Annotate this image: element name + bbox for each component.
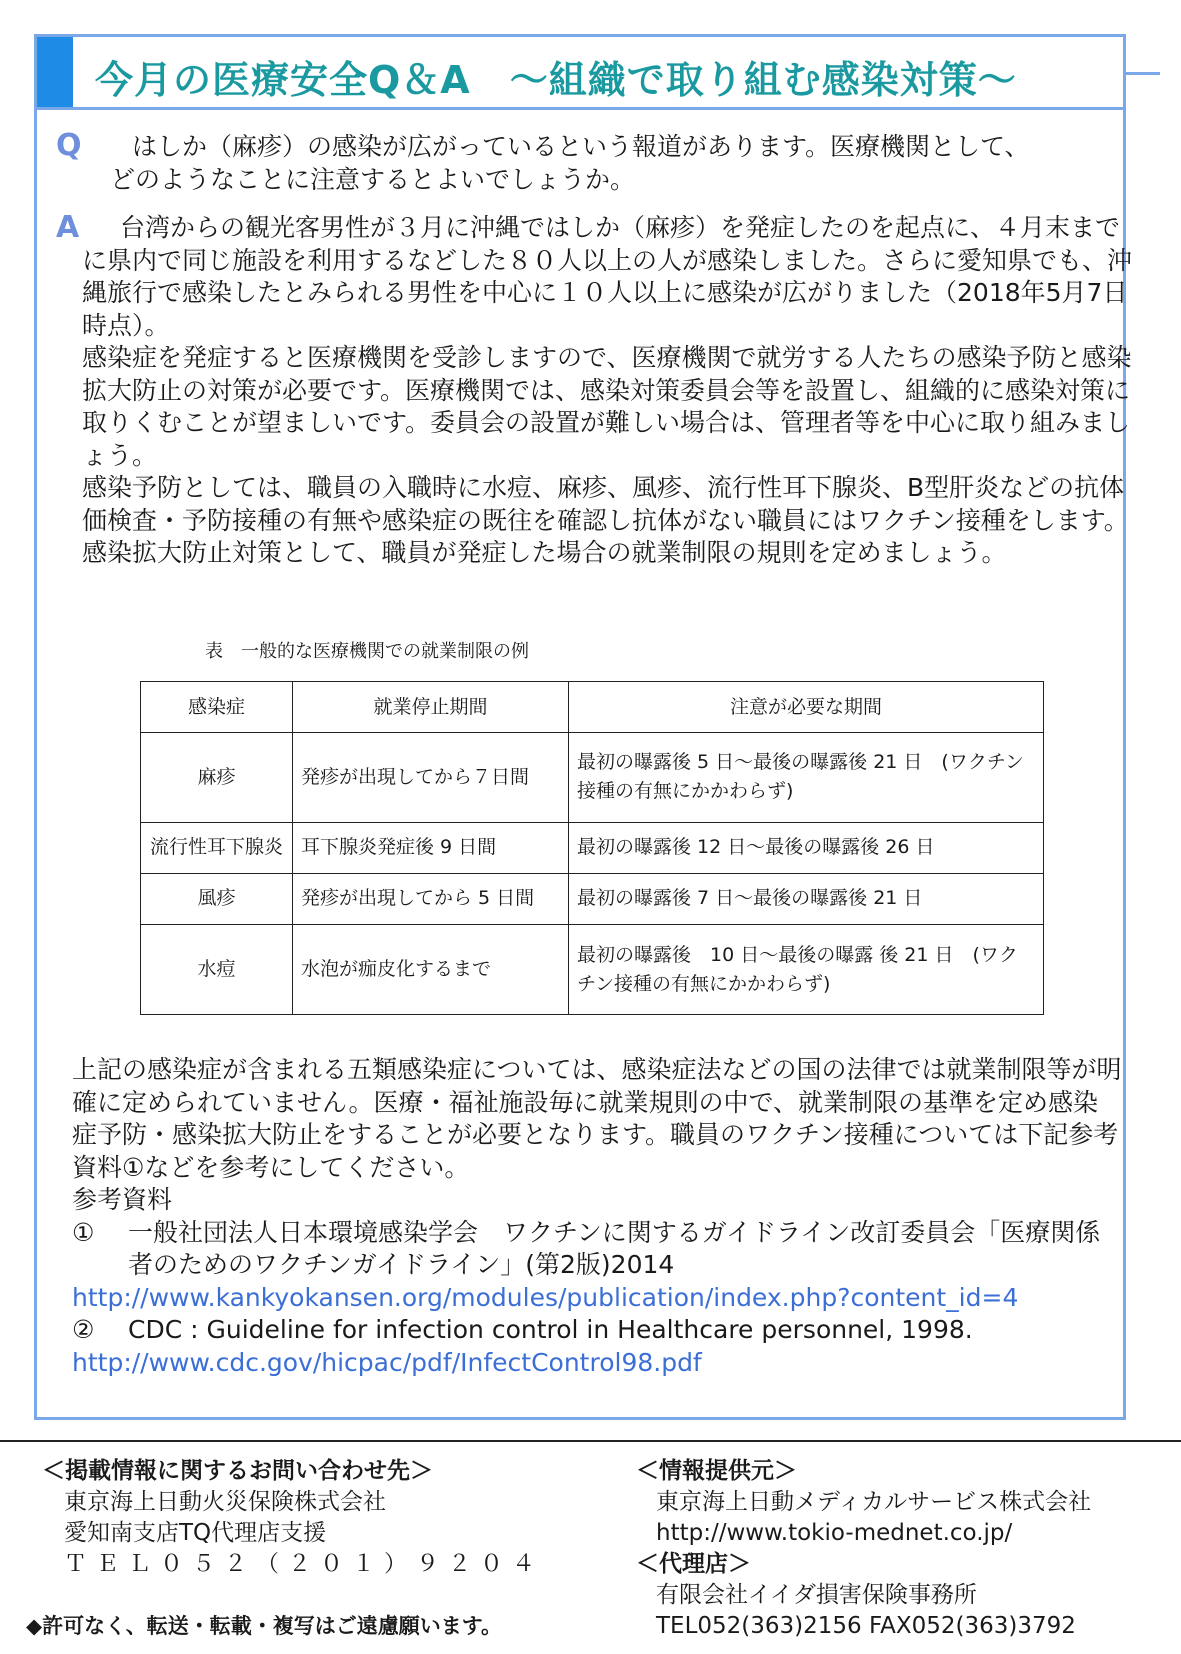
table-cell: 流行性耳下腺炎: [141, 822, 293, 873]
table-cell: 風疹: [141, 873, 293, 924]
table-cell: 麻疹: [141, 733, 293, 823]
copyright-notice: ◆許可なく、転送・転載・複写はご遠慮願います。: [26, 1614, 503, 1638]
contact-phone: ＴＥＬ０５２（２０１）９２０４: [64, 1551, 544, 1577]
table-header-cell: 就業停止期間: [293, 682, 569, 733]
table-cell: 耳下腺炎発症後 9 日間: [293, 822, 569, 873]
provider-heading: ＜情報提供元＞: [636, 1458, 797, 1484]
table-cell: 最初の曝露後 7 日～最後の曝露後 21 日: [569, 873, 1044, 924]
reference-number: ①: [72, 1217, 95, 1247]
table-cell: 水痘: [141, 925, 293, 1015]
title-connector-line: [1126, 72, 1160, 75]
answer-paragraph: 感染拡大防止対策として、職員が発症した場合の就業制限の規則を定めましょう。: [82, 538, 1007, 567]
table-cell: 最初の曝露後 5 日～最後の曝露後 21 日 (ワクチン接種の有無にかかわらず): [569, 733, 1044, 823]
answer-paragraph: 感染予防としては、職員の入職時に水痘、麻疹、風疹、流行性耳下腺炎、B型肝炎などの抗体価検査・予防接種の有無や感染症の既往を確認し抗体がない職員にはワクチン接種をします。: [82, 473, 1129, 535]
footer-divider: [0, 1440, 1181, 1442]
table-header-cell: 感染症: [141, 682, 293, 733]
title-accent-bar: [37, 37, 73, 107]
reference-link[interactable]: http://www.cdc.gov/hicpac/pdf/InfectControl98.pdf: [72, 1347, 702, 1377]
answer-paragraph: 感染症を発症すると医療機関を受診しますので、医療機関で就労する人たちの感染予防と感染拡大防止の対策が必要です。医療機関では、感染対策委員会等を設置し、組織的に感染対策に取りくむことが望ましいです。委員会の設置が難しい場合は、管理者等を中心に取り組みましょう。: [82, 343, 1132, 470]
closing-paragraph: 上記の感染症が含まれる五類感染症については、感染症法などの国の法律では就業制限等が明確に定められていません。医療・福祉施設毎に就業規則の中で、就業制限の基準を定め感染症予防・感染拡大防止をすることが必要となります。職員のワクチン接種については下記参考資料①などを参考にしてください。: [72, 1055, 1122, 1182]
table-row: [141, 925, 1044, 1015]
table-row: [141, 873, 1044, 924]
references-heading: 参考資料: [72, 1185, 173, 1214]
question-line: どのようなことに注意するとよいでしょうか。: [110, 165, 636, 194]
reference-link[interactable]: http://www.kankyokansen.org/modules/publication/index.php?content_id=4: [72, 1282, 1019, 1312]
reference-title: CDC : Guideline for infection control in Healthcare personnel, 1998.: [128, 1315, 973, 1344]
table-cell: 発疹が出現してから７日間: [293, 733, 569, 823]
provider-line: 東京海上日動メディカルサービス株式会社: [656, 1489, 1092, 1515]
work-restriction-table: [140, 681, 1044, 1015]
provider-url[interactable]: http://www.tokio-mednet.co.jp/: [656, 1520, 1013, 1546]
table-cell: 水泡が痂皮化するまで: [293, 925, 569, 1015]
agent-phone: TEL052(363)2156 FAX052(363)3792: [656, 1613, 1076, 1639]
reference-item: [72, 1217, 1122, 1282]
agent-line: 有限会社イイダ損害保険事務所: [656, 1582, 977, 1608]
table-cell: 最初の曝露後 12 日～最後の曝露後 26 日: [569, 822, 1044, 873]
page-title: 今月の医療安全Q＆A ～組織で取り組む感染対策～: [95, 58, 1017, 102]
table-cell: 最初の曝露後 10 日～最後の曝露 後 21 日 (ワクチン接種の有無にかかわらず): [569, 925, 1044, 1015]
table-row: [141, 733, 1044, 823]
question-text: [110, 130, 1110, 196]
table-header-row: [141, 682, 1044, 733]
reference-item: [72, 1314, 1122, 1347]
provider-info: [636, 1456, 1091, 1642]
closing-text: [72, 1054, 1122, 1379]
title-box: [34, 34, 1126, 110]
contact-heading: ＜掲載情報に関するお問い合わせ先＞: [42, 1458, 433, 1484]
contact-info: [42, 1456, 544, 1580]
reference-number: ②: [72, 1315, 95, 1344]
question-line: はしか（麻疹）の感染が広がっているという報道があります。医療機関として、: [132, 132, 1030, 161]
reference-title: 一般社団法人日本環境感染学会 ワクチンに関するガイドライン改訂委員会「医療関係者のためのワクチンガイドライン」(第2版)2014: [128, 1217, 1101, 1279]
agent-heading: ＜代理店＞: [636, 1551, 751, 1577]
question-marker: Q: [56, 128, 82, 163]
table-cell: 発疹が出現してから 5 日間: [293, 873, 569, 924]
answer-marker: A: [56, 210, 80, 245]
table-caption: 表 一般的な医療機関での就業制限の例: [205, 641, 529, 662]
table-row: [141, 822, 1044, 873]
contact-line: 東京海上日動火災保険株式会社: [64, 1489, 386, 1515]
contact-line: 愛知南支店TQ代理店支援: [64, 1520, 327, 1546]
table-header-cell: 注意が必要な期間: [569, 682, 1044, 733]
answer-paragraph: 台湾からの観光客男性が３月に沖縄ではしか（麻疹）を発症したのを起点に、４月末までに県内で同じ施設を利用するなどした８０人以上の人が感染しました。さらに愛知県でも、沖縄旅行で感染したとみられる男性を中心に１０人以上に感染が広がりました（2018年5月7日時点）。: [82, 213, 1133, 340]
answer-text: [82, 212, 1142, 570]
